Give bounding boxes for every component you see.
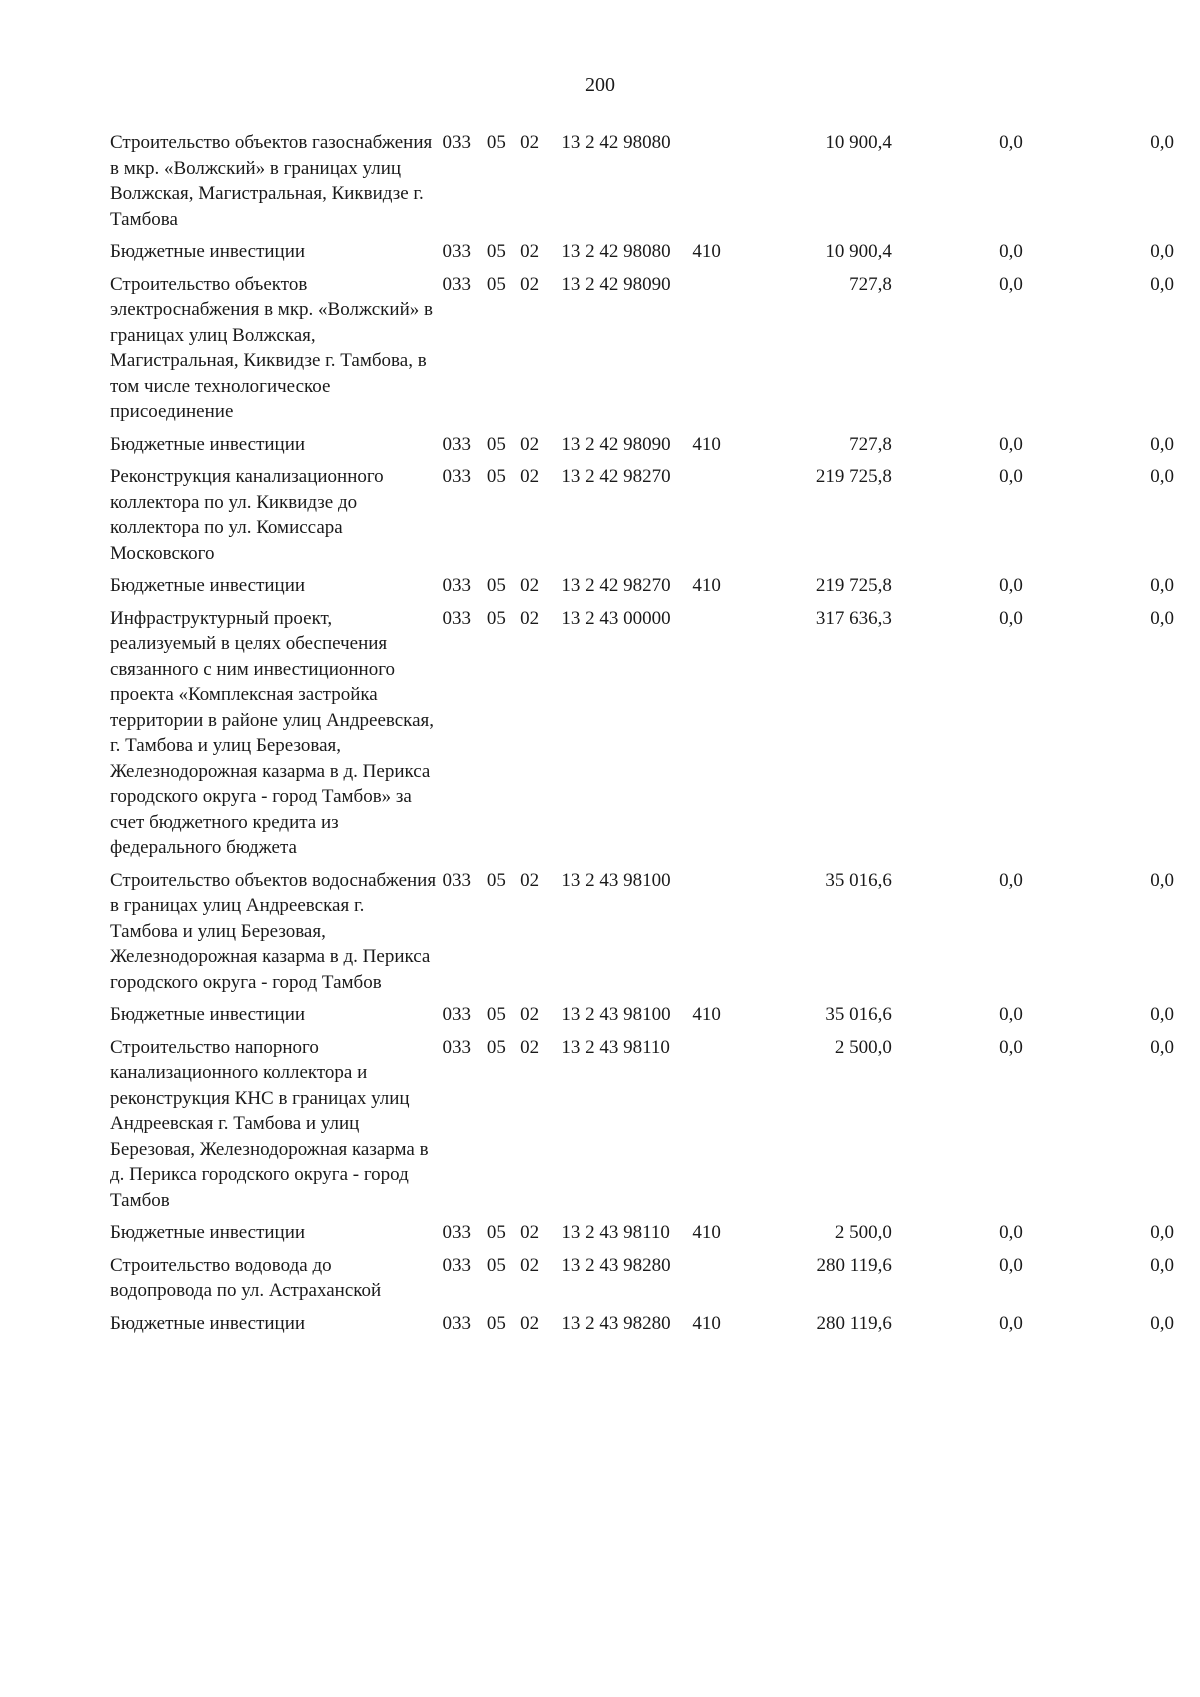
grbs-code: 033	[442, 433, 471, 455]
section-code: 05	[486, 241, 506, 262]
table-row	[110, 130, 1174, 239]
amount-year-3: 0,0	[1150, 433, 1174, 455]
amount-year-3: 0,0	[1150, 1004, 1174, 1025]
amount-year-2: 0,0	[999, 1312, 1023, 1334]
table-row	[110, 1311, 1174, 1344]
amount-year-1: 10 900,4	[825, 241, 892, 262]
amount-year-3: 0,0	[1150, 1222, 1174, 1243]
expense-type-code	[692, 1253, 740, 1311]
target-article-code: 13 2 43 98110	[561, 1222, 670, 1243]
expense-name: Бюджетные инвестиции	[110, 241, 306, 262]
amount-year-2: 0,0	[999, 869, 1023, 891]
subsection-code: 02	[520, 607, 540, 629]
section-code: 05	[486, 1254, 506, 1276]
amount-year-2: 0,0	[999, 1036, 1023, 1058]
expense-type-code: 410	[692, 241, 721, 262]
section-code: 05	[486, 1004, 506, 1025]
amount-year-1: 280 119,6	[816, 1254, 892, 1276]
amount-year-3: 0,0	[1150, 273, 1174, 295]
expense-type-code	[692, 606, 740, 868]
table-row	[110, 573, 1174, 606]
target-article-code: 13 2 43 98280	[561, 1312, 671, 1334]
grbs-code: 033	[442, 1004, 471, 1025]
expense-type-code: 410	[692, 575, 721, 596]
subsection-code: 02	[520, 433, 540, 455]
section-code: 05	[486, 869, 506, 891]
amount-year-3: 0,0	[1150, 1036, 1174, 1058]
budget-table	[110, 130, 1174, 1343]
expense-name: Бюджетные инвестиции	[110, 1004, 306, 1025]
expense-name: Инфраструктурный проект, реализуемый в целях обеспечения связанного с ним инвестиционного проекта «Комплексная застройка территории в районе улиц Андреевская, г. Тамбова и улиц Березовая, Железнодорожная казарма в д. Перикса городского округа - город Тамбов» за счет бюджетного кредита из федерального бюджета	[110, 607, 435, 858]
amount-year-3: 0,0	[1150, 1312, 1174, 1334]
target-article-code: 13 2 43 98280	[561, 1254, 671, 1276]
expense-type-code: 410	[692, 1004, 721, 1025]
expense-name: Строительство объектов газоснабжения в мкр. «Волжский» в границах улиц Волжская, Магистральная, Киквидзе г. Тамбова	[110, 132, 433, 230]
target-article-code: 13 2 42 98270	[561, 466, 671, 487]
amount-year-1: 2 500,0	[834, 1222, 892, 1243]
grbs-code: 033	[442, 241, 471, 262]
grbs-code: 033	[442, 1036, 471, 1058]
subsection-code: 02	[520, 1036, 540, 1058]
amount-year-3: 0,0	[1150, 869, 1174, 891]
expense-name: Бюджетные инвестиции	[110, 1312, 306, 1334]
table-row	[110, 464, 1174, 573]
expense-name: Бюджетные инвестиции	[110, 575, 306, 596]
target-article-code: 13 2 43 00000	[561, 607, 671, 629]
grbs-code: 033	[442, 1222, 471, 1243]
expense-name: Строительство объектов водоснабжения в границах улиц Андреевская г. Тамбова и улиц Березовая, Железнодорожная казарма в д. Перикса городского округа - город Тамбов	[110, 869, 437, 993]
amount-year-2: 0,0	[999, 132, 1023, 153]
section-code: 05	[486, 1222, 506, 1243]
expense-type-code	[692, 1035, 740, 1221]
target-article-code: 13 2 42 98080	[561, 241, 671, 262]
subsection-code: 02	[520, 575, 540, 596]
subsection-code: 02	[520, 273, 540, 295]
subsection-code: 02	[520, 1222, 540, 1243]
section-code: 05	[486, 132, 506, 153]
subsection-code: 02	[520, 1254, 540, 1276]
amount-year-1: 10 900,4	[825, 132, 892, 153]
grbs-code: 033	[442, 869, 471, 891]
expense-type-code	[692, 272, 740, 432]
expense-name: Бюджетные инвестиции	[110, 1222, 306, 1243]
table-row	[110, 1220, 1174, 1253]
expense-type-code: 410	[692, 1312, 721, 1334]
section-code: 05	[486, 1312, 506, 1334]
amount-year-2: 0,0	[999, 1254, 1023, 1276]
amount-year-1: 280 119,6	[816, 1312, 892, 1334]
target-article-code: 13 2 42 98080	[561, 132, 671, 153]
subsection-code: 02	[520, 132, 540, 153]
amount-year-1: 35 016,6	[825, 869, 892, 891]
amount-year-3: 0,0	[1150, 575, 1174, 596]
table-row	[110, 239, 1174, 272]
amount-year-2: 0,0	[999, 1004, 1023, 1025]
grbs-code: 033	[442, 132, 471, 153]
section-code: 05	[486, 607, 506, 629]
table-row	[110, 868, 1174, 1003]
table-row	[110, 1035, 1174, 1221]
subsection-code: 02	[520, 1312, 540, 1334]
grbs-code: 033	[442, 273, 471, 295]
amount-year-3: 0,0	[1150, 132, 1174, 153]
expense-type-code	[692, 868, 740, 1003]
grbs-code: 033	[442, 1312, 471, 1334]
subsection-code: 02	[520, 241, 540, 262]
expense-type-code	[692, 130, 740, 239]
amount-year-2: 0,0	[999, 241, 1023, 262]
subsection-code: 02	[520, 869, 540, 891]
expense-type-code	[692, 464, 740, 573]
section-code: 05	[486, 433, 506, 455]
target-article-code: 13 2 43 98100	[561, 869, 671, 891]
table-row	[110, 432, 1174, 465]
target-article-code: 13 2 43 98100	[561, 1004, 671, 1025]
grbs-code: 033	[442, 1254, 471, 1276]
expense-name: Реконструкция канализационного коллектора по ул. Киквидзе до коллектора по ул. Комиссара Московского	[110, 466, 384, 564]
table-row	[110, 1002, 1174, 1035]
grbs-code: 033	[442, 575, 471, 596]
section-code: 05	[486, 1036, 506, 1058]
table-row	[110, 1253, 1174, 1311]
amount-year-2: 0,0	[999, 607, 1023, 629]
amount-year-1: 727,8	[849, 273, 892, 295]
grbs-code: 033	[442, 466, 471, 487]
amount-year-1: 2 500,0	[834, 1036, 892, 1058]
table-row	[110, 272, 1174, 432]
target-article-code: 13 2 42 98090	[561, 433, 671, 455]
expense-name: Строительство водовода до водопровода по ул. Астраханской	[110, 1254, 382, 1301]
amount-year-1: 727,8	[849, 433, 892, 455]
section-code: 05	[486, 273, 506, 295]
table-row	[110, 606, 1174, 868]
table-body	[110, 130, 1174, 1343]
amount-year-2: 0,0	[999, 433, 1023, 455]
amount-year-1: 219 725,8	[815, 575, 892, 596]
amount-year-2: 0,0	[999, 1222, 1023, 1243]
expense-type-code: 410	[692, 433, 721, 455]
expense-name: Бюджетные инвестиции	[110, 433, 306, 455]
amount-year-3: 0,0	[1150, 466, 1174, 487]
amount-year-1: 317 636,3	[815, 607, 892, 629]
target-article-code: 13 2 42 98270	[561, 575, 671, 596]
target-article-code: 13 2 42 98090	[561, 273, 671, 295]
amount-year-3: 0,0	[1150, 241, 1174, 262]
subsection-code: 02	[520, 466, 540, 487]
target-article-code: 13 2 43 98110	[561, 1036, 670, 1058]
expense-name: Строительство объектов электроснабжения в мкр. «Волжский» в границах улиц Волжская, Магистральная, Киквидзе г. Тамбова, в том числе технологическое присоединение	[110, 273, 433, 422]
amount-year-3: 0,0	[1150, 607, 1174, 629]
section-code: 05	[486, 466, 506, 487]
grbs-code: 033	[442, 607, 471, 629]
amount-year-2: 0,0	[999, 575, 1023, 596]
subsection-code: 02	[520, 1004, 540, 1025]
amount-year-2: 0,0	[999, 273, 1023, 295]
amount-year-1: 219 725,8	[815, 466, 892, 487]
section-code: 05	[486, 575, 506, 596]
amount-year-1: 35 016,6	[825, 1004, 892, 1025]
page-number: 200	[585, 74, 615, 96]
expense-type-code: 410	[692, 1222, 721, 1243]
amount-year-3: 0,0	[1150, 1254, 1174, 1276]
amount-year-2: 0,0	[999, 466, 1023, 487]
expense-name: Строительство напорного канализационного коллектора и реконструкция КНС в границах улиц Андреевская г. Тамбова и улиц Березовая, Железнодорожная казарма в д. Перикса городского округа - город Тамбов	[110, 1036, 429, 1211]
